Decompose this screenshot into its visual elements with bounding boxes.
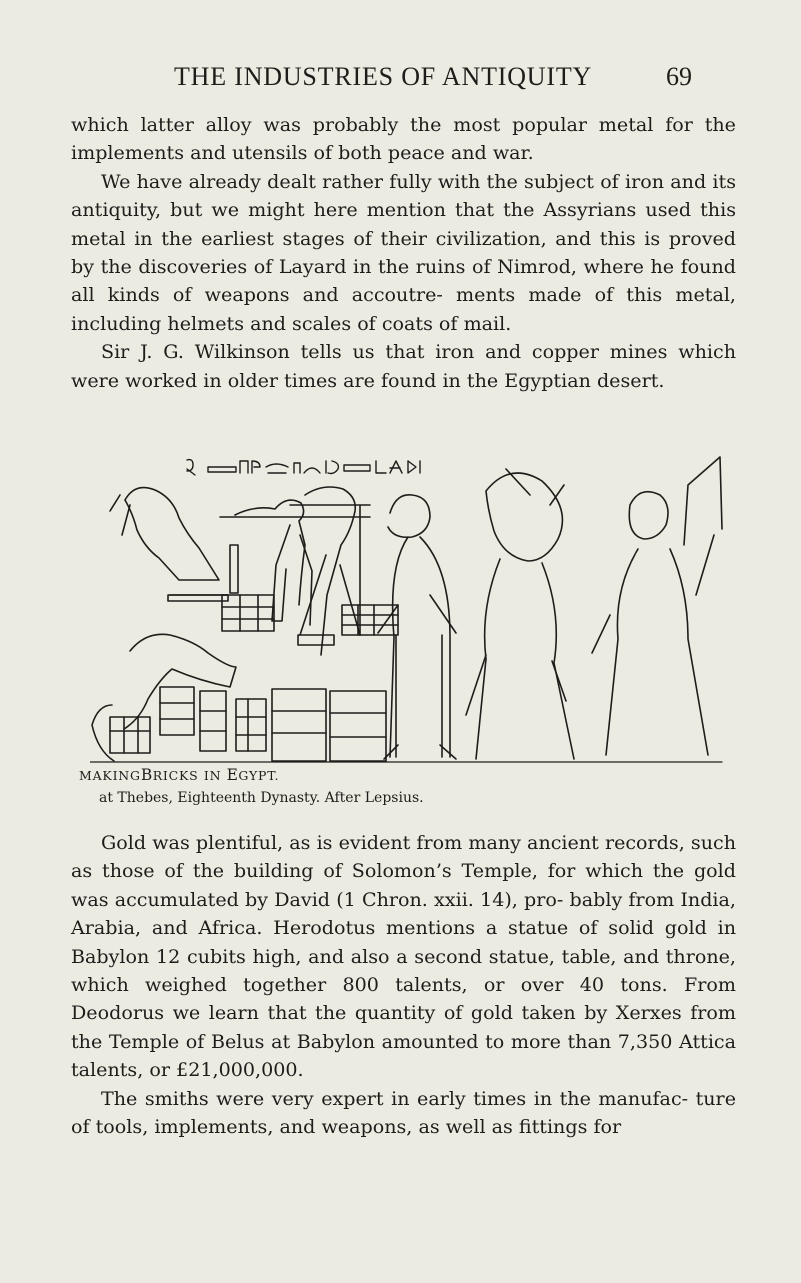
brick-stack-lower	[110, 687, 386, 761]
figure-walking-worker	[466, 469, 574, 759]
text-block-bottom	[71, 829, 736, 1141]
figure-standing-overseer	[378, 495, 456, 759]
hieroglyph-inscription	[187, 460, 420, 475]
page-number: 69	[666, 62, 692, 91]
paragraph: Gold was plentiful, as is evident from many ancient records, such as those of the building of Solomon’s Temple, for which the gold was accumulated by David (1 Chron. xxii. 14), pro- bably from India, Arabia, and Africa. Herodotus mentions a statue of solid gold in Babylon 12 cubits high, and also a second statue, table, and throne, which weighed together 800 talents, or over 40 tons. From Deodorus we learn that the quantity of gold taken by Xerxes from the Temple of Belus at Babylon amounted to more than 7,350 Attica talents, or £21,000,000.	[71, 831, 736, 1082]
figure-kneeling-worker	[92, 634, 236, 761]
paragraph: which latter alloy was probably the most popular metal for the implements and utensils of both peace and war.	[71, 113, 736, 165]
figure-crouching-worker	[110, 488, 228, 601]
figure-carrying-hod	[592, 457, 722, 755]
paragraph: We have already dealt rather fully with the subject of iron and its antiquity, but we might here mention that the Assyrians used this metal in the earliest stages of their civilization, and this is proved by the discoveries of Layard in the ruins of Nimrod, where he found all kinds of weapons and accoutre- ments made of this metal, including helmets and scales of coats of mail.	[71, 169, 736, 335]
figure-subcaption: at Thebes, Eighteenth Dynasty. After Lepsius.	[99, 790, 424, 806]
paragraph: Sir J. G. Wilkinson tells us that iron and copper mines which were worked in older times are found in the Egyptian desert.	[71, 340, 736, 392]
running-title: THE INDUSTRIES OF ANTIQUITY	[174, 62, 593, 91]
running-head	[0, 62, 801, 96]
illustration-brickmaking	[90, 455, 730, 767]
text-block-top	[71, 111, 736, 395]
paragraph: The smiths were very expert in early times in the manufac- ture of tools, implements, and weapons, as well as fittings for	[71, 1086, 736, 1139]
brickmaking-engraving	[90, 455, 730, 767]
figure-caption: MAKINGBRICKS IN EGYPT.	[79, 766, 280, 784]
